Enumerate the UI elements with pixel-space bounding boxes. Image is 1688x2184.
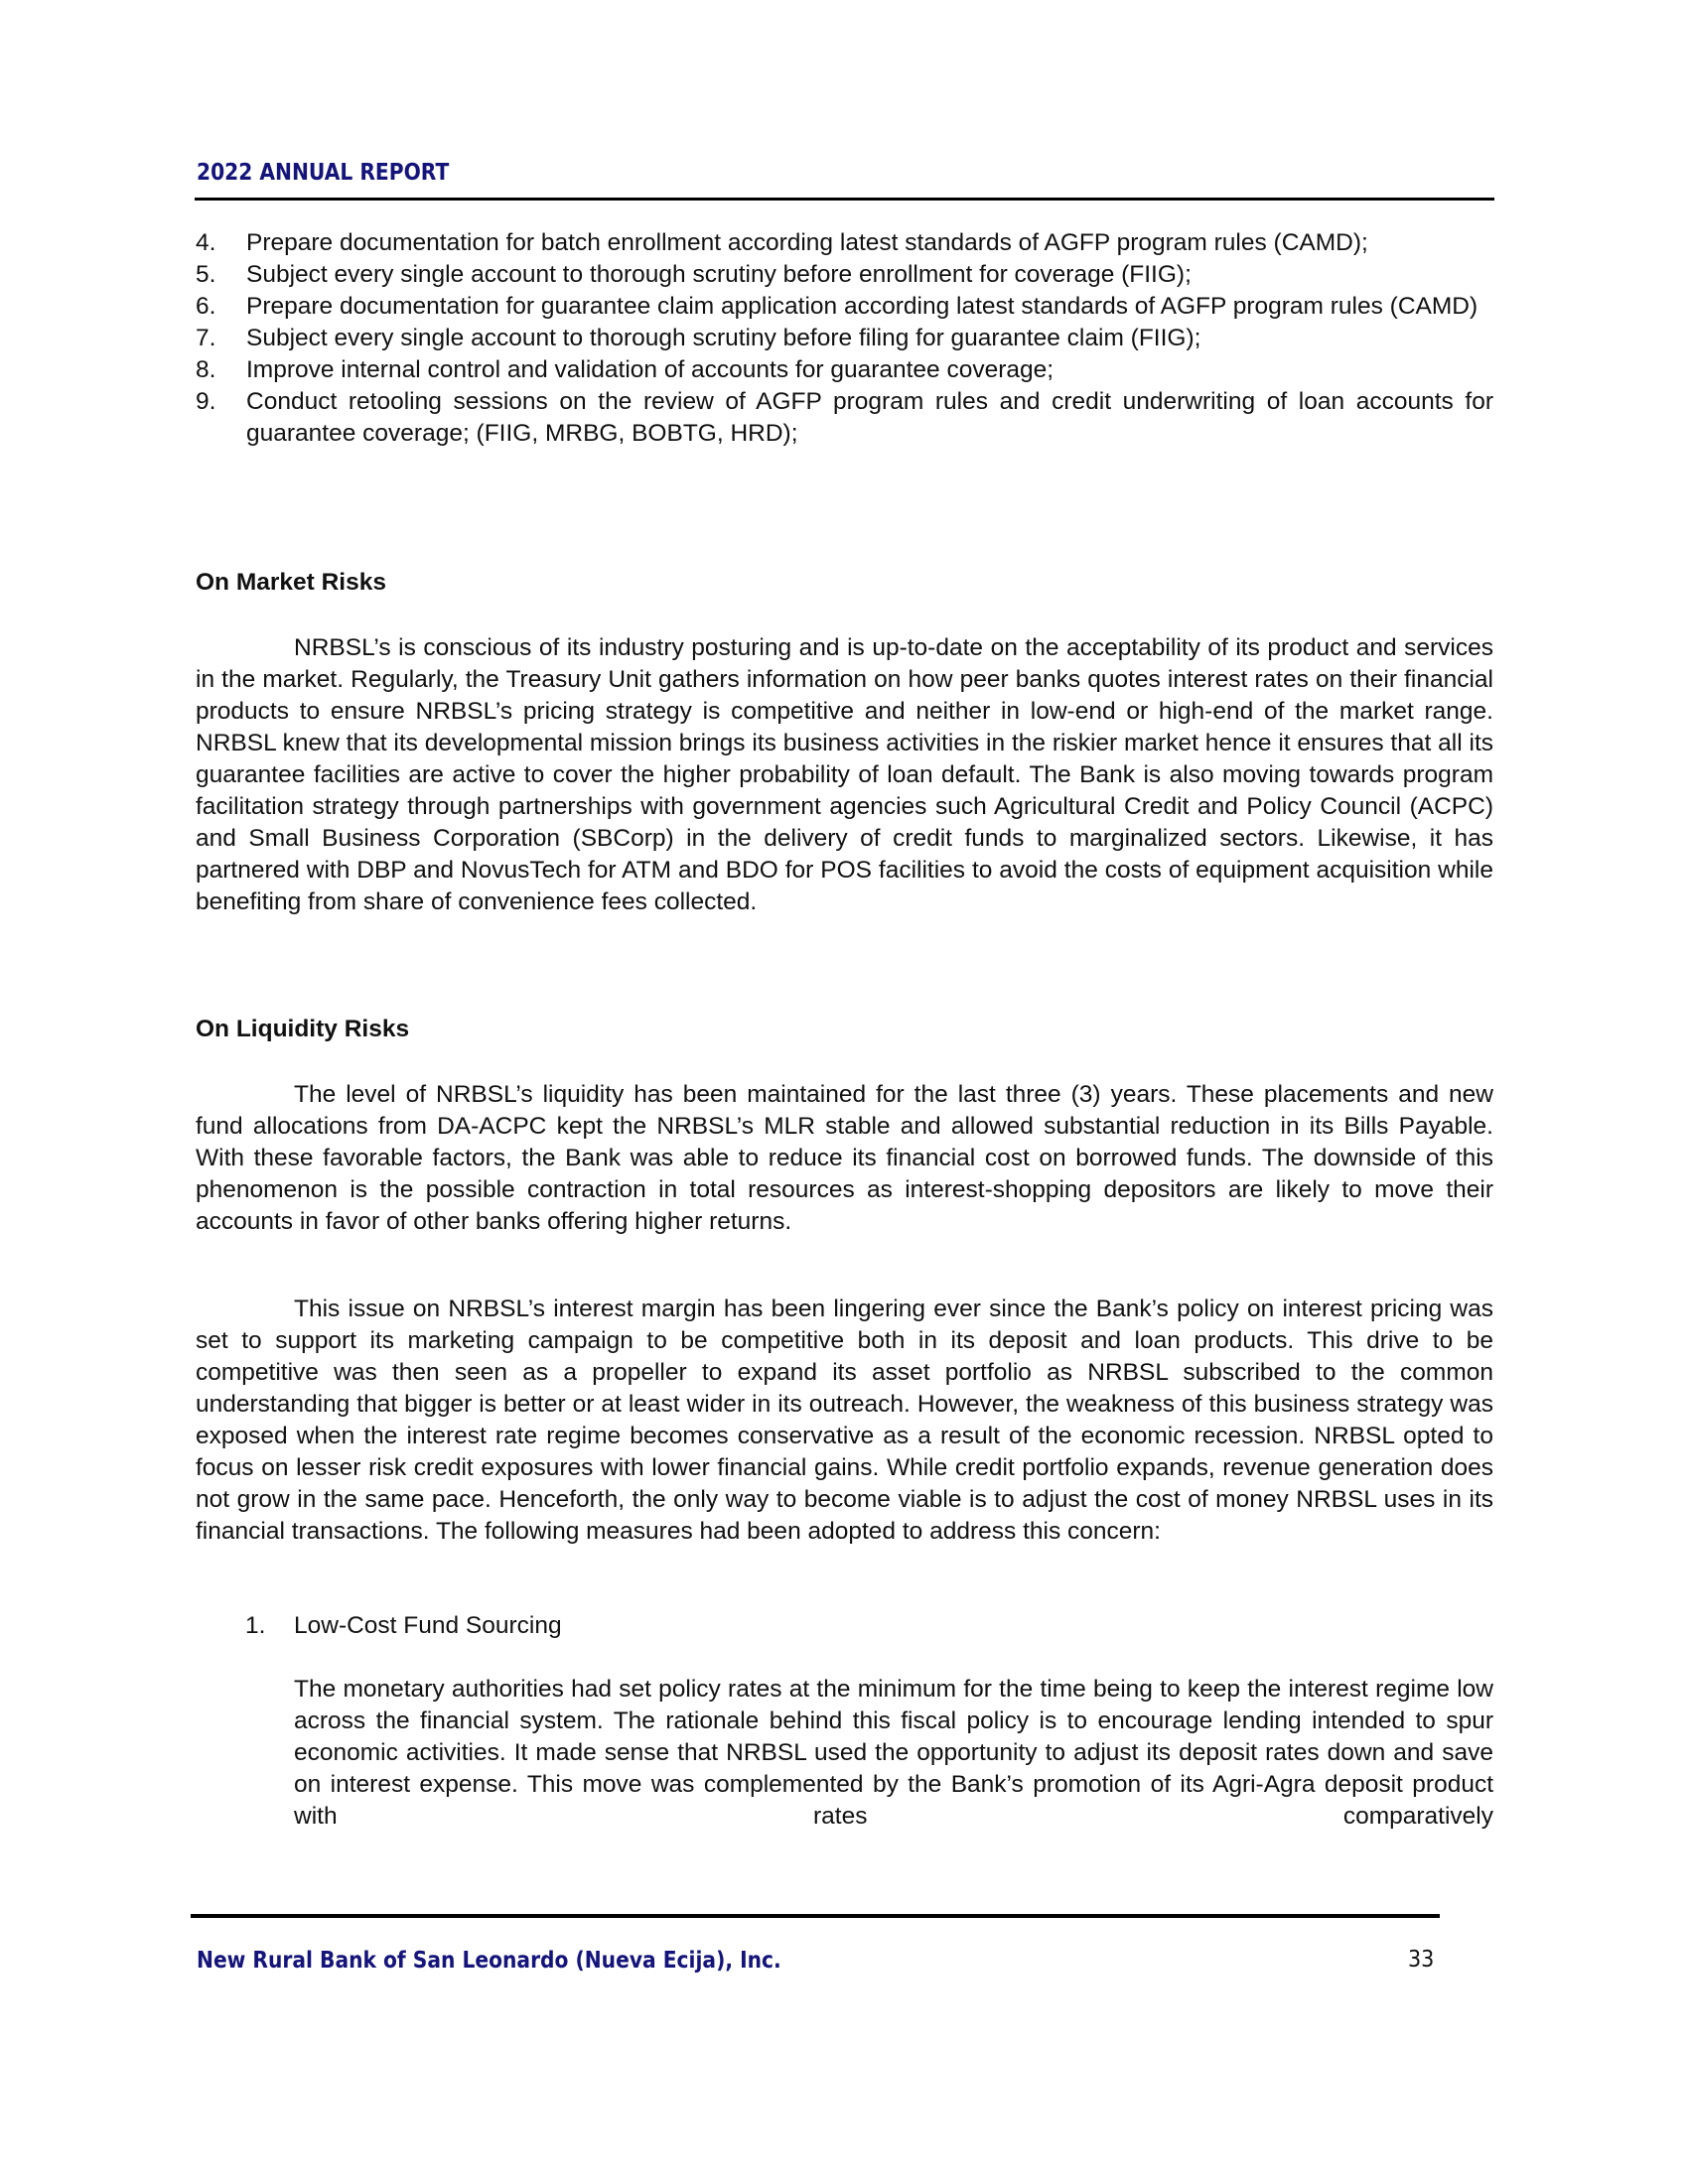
list-item-text: Prepare documentation for guarantee claim application according latest standards of AGFP program rules (CAMD) bbox=[246, 293, 1478, 320]
list-item bbox=[196, 259, 1493, 291]
list-item-text: Prepare documentation for batch enrollment according latest standards of AGFP program rules (CAMD); bbox=[246, 229, 1368, 256]
list-item-text: Conduct retooling sessions on the review of AGFP program rules and credit underwriting of loan accounts for guarantee coverage; (FIIG, MRBG, BOBTG, HRD); bbox=[246, 388, 1493, 447]
report-header-title: 2022 ANNUAL REPORT bbox=[197, 160, 450, 186]
liquidity-paragraph-1 bbox=[196, 1079, 1493, 1238]
paragraph-text: The level of NRBSL’s liquidity has been maintained for the last three (3) years. These placements and new fund allocations from DA-ACPC kept the NRBSL’s MLR stable and allowed substantial reduction in its Bills Payable. With these favorable factors, the Bank was able to reduce its financial cost on borrowed funds. The downside of this phenomenon is the possible contraction in total resources as interest-shopping depositors are likely to move their accounts in favor of other banks offering higher returns. bbox=[196, 1081, 1493, 1235]
header-divider bbox=[195, 198, 1494, 201]
list-item-title: Low-Cost Fund Sourcing bbox=[294, 1612, 562, 1639]
list-item-number: 7. bbox=[196, 325, 216, 351]
list-item-number: 1. bbox=[245, 1612, 266, 1639]
paragraph-text: NRBSL’s is conscious of its industry posturing and is up-to-date on the acceptability of its product and services in the market. Regularly, the Treasury Unit gathers information on how peer banks quotes interest rates on their financial products to ensure NRBSL’s pricing strategy is competitive and neither in low-end or high-end of the market range. NRBSL knew that its developmental mission brings its business activities in the riskier market hence it ensures that all its guarantee facilities are active to cover the higher probability of loan default. The Bank is also moving towards program facilitation strategy through partnerships with government agencies such Agricultural Credit and Policy Council (ACPC) and Small Business Corporation (SBCorp) in the delivery of credit funds to marginalized sectors. Likewise, it has partnered with DBP and NovusTech for ATM and BDO for POS facilities to avoid the costs of equipment acquisition while benefiting from share of convenience fees collected. bbox=[196, 634, 1493, 915]
list-item bbox=[196, 323, 1493, 354]
list-item bbox=[196, 227, 1493, 259]
guarantee-measures-list bbox=[196, 227, 1493, 450]
footer-organization-name: New Rural Bank of San Leonardo (Nueva Ecija), Inc. bbox=[197, 1948, 781, 1974]
list-item bbox=[196, 354, 1493, 386]
page-number: 33 bbox=[1408, 1947, 1435, 1973]
list-item bbox=[245, 1610, 1493, 1642]
liquidity-risks-heading: On Liquidity Risks bbox=[196, 1016, 410, 1042]
paragraph-text: This issue on NRBSL’s interest margin has been lingering ever since the Bank’s policy on interest pricing was set to support its marketing campaign to be competitive both in its deposit and loan products. This drive to be competitive was then seen as a propeller to expand its asset portfolio as NRBSL subscribed to the common understanding that bigger is better or at least wider in its outreach. However, the weakness of this business strategy was exposed when the interest rate regime becomes conservative as a result of the economic recession. NRBSL opted to focus on lesser risk credit exposures with lower financial gains. While credit portfolio expands, revenue generation does not grow in the same pace. Henceforth, the only way to become viable is to adjust the cost of money NRBSL uses in its financial transactions. The following measures had been adopted to address this concern: bbox=[196, 1296, 1493, 1545]
liquidity-measures-list bbox=[245, 1610, 1493, 1642]
list-item-text: Subject every single account to thorough scrutiny before filing for guarantee claim (FIIG); bbox=[246, 325, 1201, 351]
list-item-text: Improve internal control and validation of accounts for guarantee coverage; bbox=[246, 356, 1055, 383]
list-item bbox=[196, 291, 1493, 323]
low-cost-fund-sourcing-paragraph: The monetary authorities had set policy rates at the minimum for the time being to keep the interest regime low across the financial system. The rationale behind this fiscal policy is to encourage lending intended to spur economic activities. It made sense that NRBSL used the opportunity to adjust its deposit rates down and save on interest expense. This move was complemented by the Bank’s promotion of its Agri-Agra deposit product with rates comparatively bbox=[294, 1676, 1493, 1830]
list-item-number: 5. bbox=[196, 261, 216, 288]
footer-divider bbox=[191, 1914, 1440, 1918]
list-item-text: Subject every single account to thorough scrutiny before enrollment for coverage (FIIG); bbox=[246, 261, 1192, 288]
list-item bbox=[196, 386, 1493, 450]
list-item-number: 8. bbox=[196, 356, 216, 383]
list-item-number: 9. bbox=[196, 388, 216, 415]
list-item-number: 4. bbox=[196, 229, 216, 256]
liquidity-paragraph-2 bbox=[196, 1294, 1493, 1548]
list-item-number: 6. bbox=[196, 293, 216, 320]
market-risks-paragraph bbox=[196, 632, 1493, 918]
market-risks-heading: On Market Risks bbox=[196, 569, 386, 596]
